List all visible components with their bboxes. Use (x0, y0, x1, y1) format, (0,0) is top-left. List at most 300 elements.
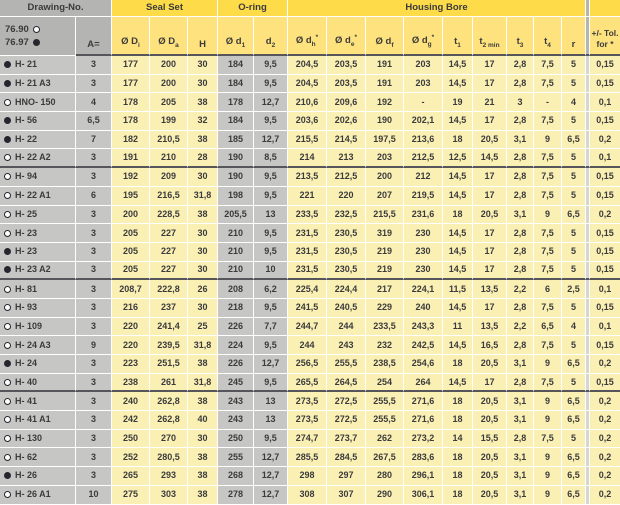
table-cell: 3,1 (507, 206, 534, 225)
table-cell: 272,5 (327, 392, 366, 411)
drawing-no-cell (0, 149, 76, 168)
table-cell: 20,5 (473, 131, 507, 150)
table-cell: 229 (366, 299, 404, 318)
tol-cell: 0,1 (590, 318, 620, 337)
tol-header-top (590, 0, 620, 17)
table-cell: 38 (188, 131, 218, 150)
table-cell: 30 (188, 430, 218, 449)
drawing-no-cell (0, 355, 76, 374)
table-cell: 192 (366, 93, 404, 112)
table-cell: 274,7 (288, 430, 327, 449)
tol-cell: 0,2 (590, 448, 620, 467)
table-cell: 17 (473, 56, 507, 75)
table-cell: 9 (534, 206, 562, 225)
table-cell: 7,5 (534, 112, 562, 131)
col-header-dg (404, 17, 443, 56)
table-cell: 6,5 (562, 411, 586, 430)
table-cell: 255 (218, 448, 254, 467)
table-cell: 228,5 (150, 206, 188, 225)
table-cell: 220 (112, 318, 150, 337)
drawing-no-cell (0, 168, 76, 187)
table-cell: 255,5 (327, 355, 366, 374)
table-cell: 3 (76, 318, 112, 337)
table-cell: 14 (443, 430, 473, 449)
table-cell: 9,5 (254, 336, 288, 355)
table-cell: - (534, 93, 562, 112)
table-cell: 28 (188, 149, 218, 168)
table-cell: 230,5 (327, 224, 366, 243)
table-cell: 307 (327, 486, 366, 505)
table-cell: 231,5 (288, 224, 327, 243)
table-cell: 296,1 (404, 467, 443, 486)
table-cell: 227 (150, 243, 188, 262)
table-cell: 7 (76, 131, 112, 150)
table-cell: 14,5 (443, 187, 473, 206)
table-cell: 190 (218, 149, 254, 168)
table-cell: 273,2 (404, 430, 443, 449)
table-cell: 232,5 (327, 206, 366, 225)
table-cell: 5 (562, 56, 586, 75)
table-cell: 5 (562, 262, 586, 281)
table-cell: 262,8 (150, 411, 188, 430)
table-cell: 30 (188, 224, 218, 243)
table-cell: 12,7 (254, 448, 288, 467)
table-cell: 212,5 (404, 149, 443, 168)
table-cell: 14,5 (443, 75, 473, 94)
table-cell: 3 (76, 224, 112, 243)
table-cell: 30 (188, 168, 218, 187)
table-cell: 272,5 (327, 411, 366, 430)
table-cell: 2,2 (507, 318, 534, 337)
table-cell: 20,5 (473, 392, 507, 411)
table-cell: 30 (188, 56, 218, 75)
drawing-no-label: H- 21 A3 (15, 78, 51, 89)
table-cell: 3 (76, 355, 112, 374)
table-cell: 5 (562, 224, 586, 243)
table-cell: 3 (76, 448, 112, 467)
table-cell: 230 (404, 224, 443, 243)
tol-cell: 0,15 (590, 224, 620, 243)
table-cell: 275 (112, 486, 150, 505)
column-label: $t_4$ (544, 35, 551, 49)
a-column-header: A= (76, 17, 112, 56)
table-cell: 200 (366, 168, 404, 187)
table-cell: 222,8 (150, 280, 188, 299)
table-cell: 250 (218, 430, 254, 449)
filled-circle-icon (4, 136, 11, 143)
table-cell: 31,8 (188, 336, 218, 355)
drawing-no-label: H- 93 (15, 302, 38, 313)
table-cell: 6,5 (534, 318, 562, 337)
column-label: Ø $D_i$ (121, 35, 140, 49)
table-cell: 244,7 (288, 318, 327, 337)
table-cell: 31,8 (188, 187, 218, 206)
table-cell: 9,5 (254, 299, 288, 318)
table-cell: 7,5 (534, 224, 562, 243)
table-cell: 208 (218, 280, 254, 299)
drawing-no-label: H- 25 (15, 208, 38, 219)
table-cell: 30 (188, 299, 218, 318)
table-cell: 184 (218, 75, 254, 94)
table-cell: 271,6 (404, 411, 443, 430)
table-cell: 210,6 (288, 93, 327, 112)
drawing-no-label: H- 41 A1 (15, 414, 51, 425)
tol-cell: 0,15 (590, 299, 620, 318)
table-cell: 7,5 (534, 56, 562, 75)
hollow-circle-icon (4, 192, 11, 199)
table-cell: 2,8 (507, 75, 534, 94)
drawing-no-label: H- 41 (15, 395, 38, 406)
tol-cell: 0,15 (590, 374, 620, 393)
table-cell: 9,5 (254, 75, 288, 94)
table-cell: 7,5 (534, 75, 562, 94)
drawing-no-label: H- 62 (15, 451, 38, 462)
filled-circle-icon (4, 360, 11, 367)
table-cell: 12,7 (254, 467, 288, 486)
table-cell: 231,5 (288, 243, 327, 262)
tol-column-header (590, 17, 620, 56)
table-cell: 20,5 (473, 486, 507, 505)
table-cell: 14,5 (443, 262, 473, 281)
table-cell: 2,8 (507, 262, 534, 281)
table-cell: 233,5 (288, 206, 327, 225)
table-cell: 297 (327, 467, 366, 486)
table-cell: 213,5 (288, 168, 327, 187)
drawing-no-cell (0, 299, 76, 318)
table-cell: 184 (218, 112, 254, 131)
table-cell: 215,5 (288, 131, 327, 150)
table-cell: 11 (443, 318, 473, 337)
drawing-no-label: H- 130 (15, 433, 43, 444)
drawing-no-label: H- 56 (15, 115, 38, 126)
table-cell: 278 (218, 486, 254, 505)
table-cell: 14,5 (443, 299, 473, 318)
drawing-no-cell (0, 75, 76, 94)
table-cell: 212 (404, 168, 443, 187)
table-cell: 6 (534, 280, 562, 299)
table-cell: 230,5 (327, 243, 366, 262)
table-cell: 17 (473, 75, 507, 94)
tol-cell: 0,2 (590, 486, 620, 505)
table-cell: 20,5 (473, 355, 507, 374)
table-cell: 7,5 (534, 374, 562, 393)
table-cell: 273,5 (288, 392, 327, 411)
table-cell: 209,6 (327, 93, 366, 112)
tol-cell: 0,15 (590, 336, 620, 355)
drawing-no-label: H- 23 A2 (15, 264, 51, 275)
table-cell: 18 (443, 448, 473, 467)
table-cell: 224 (218, 336, 254, 355)
table-cell: 7,5 (534, 299, 562, 318)
table-cell: 267,5 (366, 448, 404, 467)
table-cell: 17 (473, 224, 507, 243)
table-cell: 203,6 (288, 112, 327, 131)
table-cell: 239,5 (150, 336, 188, 355)
table-cell: 9,5 (254, 112, 288, 131)
col-header-t3 (507, 17, 534, 56)
table-cell: 6,5 (562, 355, 586, 374)
table-cell: 18 (443, 392, 473, 411)
table-cell: 38 (188, 486, 218, 505)
table-cell: 6,2 (254, 280, 288, 299)
table-cell: 3,1 (507, 131, 534, 150)
table-cell: 245 (218, 374, 254, 393)
table-cell: 227 (150, 262, 188, 281)
table-cell: 7,5 (534, 336, 562, 355)
table-cell: 7,5 (534, 430, 562, 449)
table-cell: 212,5 (327, 168, 366, 187)
table-cell: 14,5 (443, 336, 473, 355)
table-cell: 240 (112, 392, 150, 411)
table-cell: 280 (366, 467, 404, 486)
table-cell: 2,8 (507, 112, 534, 131)
filled-circle-icon (4, 117, 11, 124)
table-cell: 220 (327, 187, 366, 206)
drawing-no-label: H- 40 (15, 376, 38, 387)
table-cell: 20,5 (473, 206, 507, 225)
table-cell: 14,5 (443, 243, 473, 262)
table-cell: 5 (562, 149, 586, 168)
table-cell: 230 (404, 262, 443, 281)
table-cell: 241,5 (288, 299, 327, 318)
table-cell: 2,8 (507, 187, 534, 206)
table-cell: 265 (112, 467, 150, 486)
column-label: Ø $D_a$ (158, 35, 179, 49)
table-cell: 19 (443, 93, 473, 112)
column-label: Ø $d_g^*$ (411, 34, 435, 49)
table-cell: 2,2 (507, 280, 534, 299)
table-cell: 9,5 (254, 430, 288, 449)
table-cell: 308 (288, 486, 327, 505)
table-cell: 3,1 (507, 486, 534, 505)
hollow-circle-icon (4, 342, 11, 349)
col-header-t4 (534, 17, 562, 56)
table-cell: 240 (404, 299, 443, 318)
table-cell: 17 (473, 374, 507, 393)
table-cell: 227 (150, 224, 188, 243)
drawing-no-label: H- 109 (15, 320, 43, 331)
hollow-circle-icon (4, 398, 11, 405)
tol-cell: 0,2 (590, 392, 620, 411)
table-cell: 200 (150, 75, 188, 94)
table-cell: 3,1 (507, 392, 534, 411)
legend-number: 76.90 (5, 23, 29, 35)
table-cell: 223 (112, 355, 150, 374)
table-cell: 6,5 (562, 486, 586, 505)
table-cell: 191 (366, 56, 404, 75)
table-cell: 18 (443, 131, 473, 150)
table-cell: 215,5 (366, 206, 404, 225)
table-cell: 13 (254, 411, 288, 430)
drawing-no-label: H- 26 A1 (15, 489, 51, 500)
filled-circle-icon (4, 61, 11, 68)
table-cell: 231,6 (404, 206, 443, 225)
table-cell: 5 (562, 430, 586, 449)
table-cell: 9,5 (254, 224, 288, 243)
table-cell: 2,8 (507, 299, 534, 318)
table-cell: 200 (112, 206, 150, 225)
table-cell: 219 (366, 262, 404, 281)
table-cell: 199 (150, 112, 188, 131)
drawing-no-label: H- 24 (15, 358, 38, 369)
table-cell: 233,5 (366, 318, 404, 337)
column-label: $d_2$ (265, 35, 276, 49)
table-cell: 182 (112, 131, 150, 150)
hollow-circle-icon (4, 99, 11, 106)
hollow-circle-icon (4, 230, 11, 237)
table-cell: 216 (112, 299, 150, 318)
legend-line-76-90 (5, 25, 40, 35)
drawing-no-cell (0, 93, 76, 112)
table-cell: 18 (443, 411, 473, 430)
table-cell: 6,5 (562, 448, 586, 467)
drawing-no-cell (0, 374, 76, 393)
table-cell: 244 (288, 336, 327, 355)
drawing-no-cell (0, 243, 76, 262)
table-cell: 205 (112, 243, 150, 262)
table-cell: 240,5 (327, 299, 366, 318)
hollow-circle-icon (4, 323, 11, 330)
drawing-no-cell (0, 430, 76, 449)
table-cell: 18 (443, 206, 473, 225)
column-label: $t_3$ (516, 35, 524, 49)
table-cell: 9 (534, 448, 562, 467)
table-cell: 298 (288, 467, 327, 486)
table-cell: 216,5 (150, 187, 188, 206)
hollow-circle-icon (4, 416, 11, 423)
drawing-no-cell (0, 187, 76, 206)
table-cell: 9 (534, 411, 562, 430)
col-header-df (366, 17, 404, 56)
table-cell: 7,5 (534, 262, 562, 281)
table-cell: 243,3 (404, 318, 443, 337)
table-cell: 218 (218, 299, 254, 318)
drawing-no-cell (0, 411, 76, 430)
table-cell: 6,5 (562, 467, 586, 486)
table-cell: 2,8 (507, 149, 534, 168)
table-cell: 5 (562, 243, 586, 262)
table-cell: 15,5 (473, 430, 507, 449)
table-cell: 6 (76, 187, 112, 206)
table-cell: 177 (112, 75, 150, 94)
table-cell: 14,5 (443, 374, 473, 393)
table-cell: 7,5 (534, 187, 562, 206)
table-cell: 214,5 (327, 131, 366, 150)
drawing-no-cell (0, 56, 76, 75)
table-cell: 238 (112, 374, 150, 393)
table-cell: 2,8 (507, 224, 534, 243)
drawing-no-label: HNO- 150 (15, 96, 56, 107)
table-cell: 283,6 (404, 448, 443, 467)
filled-circle-icon (4, 472, 11, 479)
table-cell: - (404, 93, 443, 112)
table-cell: 209 (150, 168, 188, 187)
table-cell: 14,5 (443, 112, 473, 131)
table-cell: 7,5 (534, 149, 562, 168)
table-cell: 205 (112, 224, 150, 243)
table-cell: 13 (254, 392, 288, 411)
table-cell: 306,1 (404, 486, 443, 505)
table-cell: 5 (562, 112, 586, 131)
table-cell: 202,6 (327, 112, 366, 131)
table-cell: 177 (112, 56, 150, 75)
hollow-circle-icon (4, 173, 11, 180)
col-header-Da (150, 17, 188, 56)
col-header-t2min (473, 17, 507, 56)
drawing-no-legend (0, 17, 76, 56)
tol-cell: 0,15 (590, 187, 620, 206)
table-cell: 226 (218, 318, 254, 337)
table-cell: 284,5 (327, 448, 366, 467)
table-cell: 17 (473, 262, 507, 281)
table-cell: 2,5 (562, 280, 586, 299)
table-cell: 273,5 (288, 411, 327, 430)
table-cell: 203,5 (327, 56, 366, 75)
table-cell: 205 (112, 262, 150, 281)
table-cell: 5 (562, 374, 586, 393)
table-cell: 213,6 (404, 131, 443, 150)
table-cell: 3,1 (507, 355, 534, 374)
table-cell: 9 (534, 486, 562, 505)
table-cell: 202,1 (404, 112, 443, 131)
table-cell: 9 (534, 131, 562, 150)
table-cell: 12,7 (254, 93, 288, 112)
col-header-d1 (218, 17, 254, 56)
table-cell: 38 (188, 355, 218, 374)
table-cell: 8,5 (254, 149, 288, 168)
table-cell: 30 (188, 262, 218, 281)
filled-circle-icon (4, 266, 11, 273)
table-cell: 191 (112, 149, 150, 168)
table-cell: 12,7 (254, 355, 288, 374)
table-cell: 6,5 (562, 131, 586, 150)
table-cell: 254,6 (404, 355, 443, 374)
tol-cell: 0,15 (590, 168, 620, 187)
table-cell: 261 (150, 374, 188, 393)
table-cell: 12,7 (254, 486, 288, 505)
table-cell: 205,5 (218, 206, 254, 225)
table-cell: 30 (188, 75, 218, 94)
table-cell: 9,5 (254, 168, 288, 187)
tol-cell: 0,1 (590, 280, 620, 299)
table-cell: 17 (473, 112, 507, 131)
table-cell: 244 (327, 318, 366, 337)
drawing-no-cell (0, 280, 76, 299)
table-cell: 262 (366, 430, 404, 449)
table-cell: 5 (562, 299, 586, 318)
table-cell: 254 (366, 374, 404, 393)
table-cell: 243 (218, 392, 254, 411)
table-cell: 237 (150, 299, 188, 318)
table-cell: 197,5 (366, 131, 404, 150)
tol-cell: 0,15 (590, 75, 620, 94)
table-cell: 3 (76, 206, 112, 225)
hollow-circle-icon (4, 154, 11, 161)
table-cell: 14,5 (443, 56, 473, 75)
drawing-no-label: H- 22 (15, 134, 38, 145)
table-cell: 255,5 (366, 392, 404, 411)
drawing-no-label: H- 23 (15, 227, 38, 238)
table-cell: 221 (288, 187, 327, 206)
table-cell: 251,5 (150, 355, 188, 374)
table-cell: 25 (188, 318, 218, 337)
table-cell: 198 (218, 187, 254, 206)
drawing-no-cell (0, 467, 76, 486)
table-cell: 268 (218, 467, 254, 486)
table-cell: 242,5 (404, 336, 443, 355)
table-cell: 3 (76, 299, 112, 318)
table-cell: 3 (76, 411, 112, 430)
